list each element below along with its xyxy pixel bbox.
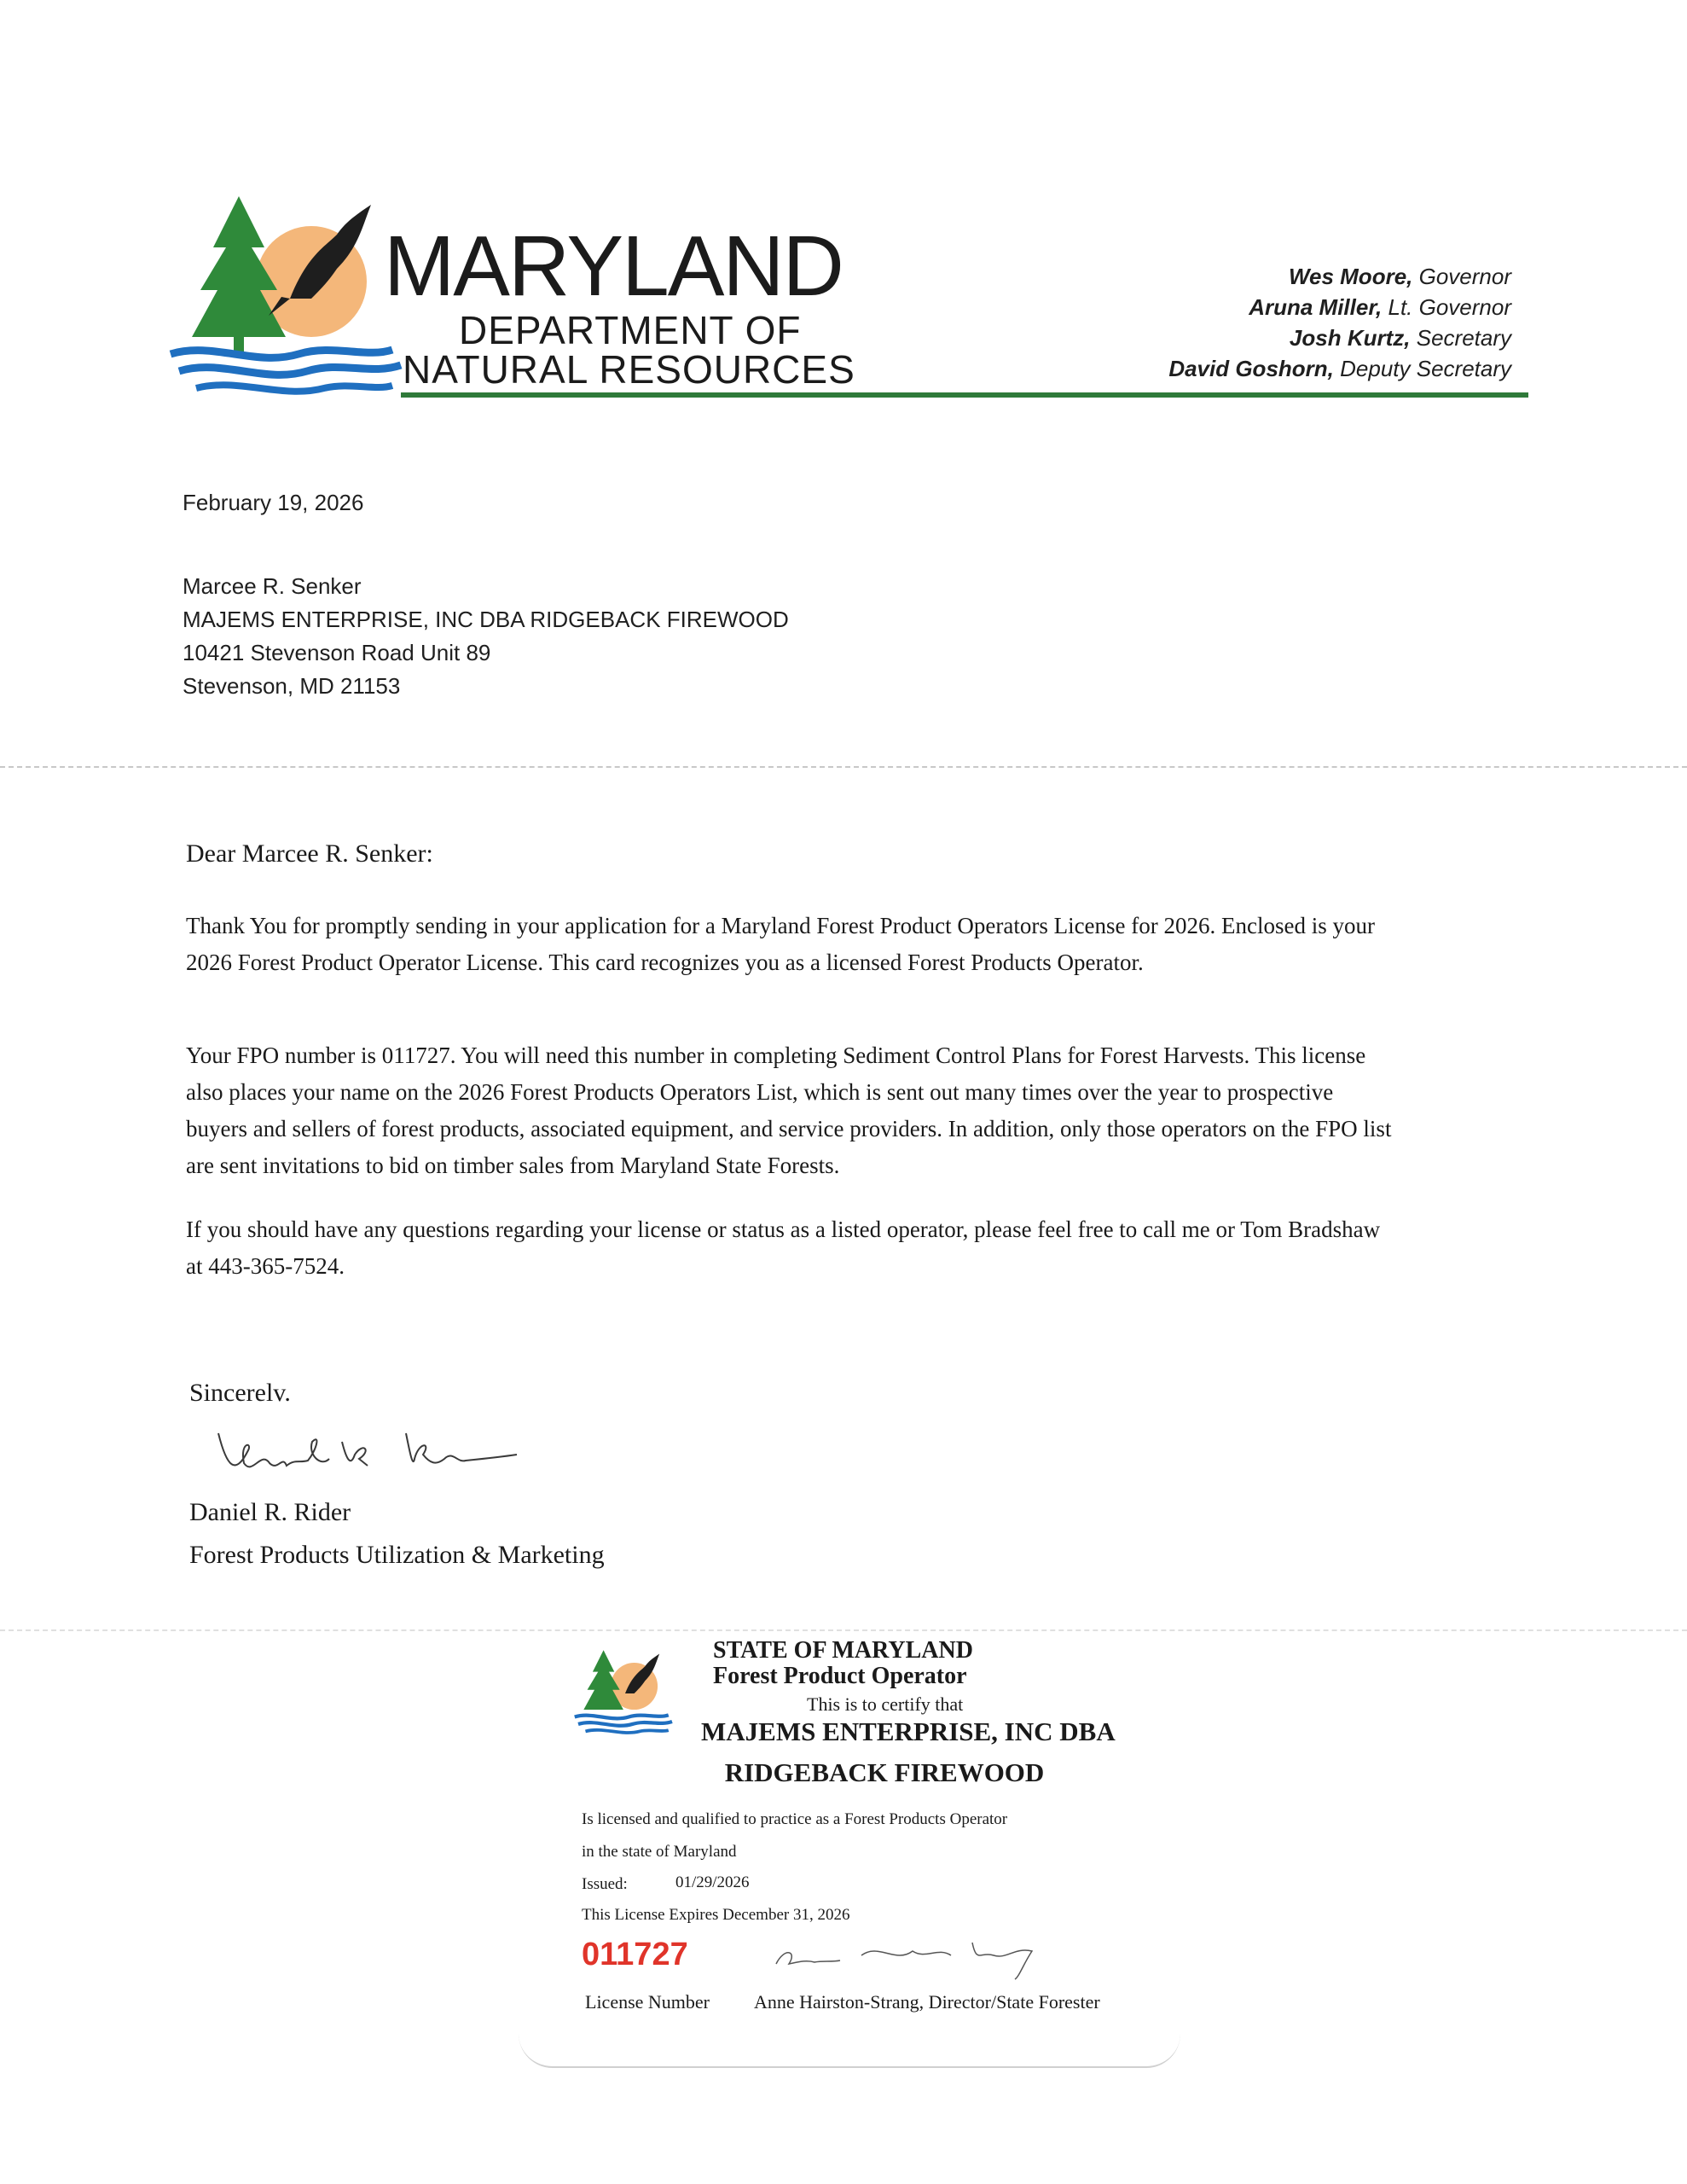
card-type: Forest Product Operator (713, 1663, 967, 1689)
official-row: Aruna Miller, Lt. Governor (1249, 294, 1511, 320)
card-issued-label: Issued: (582, 1875, 628, 1893)
paragraph-3: If you should have any questions regarding your license or status as a listed operator, please feel free to call me or Tom Bradshaw at 443-365-7524. (186, 1217, 1381, 1279)
address-line: MAJEMS ENTERPRISE, INC DBA RIDGEBACK FIREWOOD (183, 607, 789, 632)
card-licensee-line2: RIDGEBACK FIREWOOD (724, 1757, 1045, 1787)
letterhead-dept-line1: DEPARTMENT OF (459, 308, 802, 352)
letterhead-rule (401, 392, 1528, 398)
official-row: David Goshorn, Deputy Secretary (1168, 356, 1511, 381)
card-line2: in the state of Maryland (582, 1843, 737, 1861)
license-number: 011727 (582, 1937, 688, 1972)
officials-list (1168, 261, 1511, 384)
director-name: Anne Hairston-Strang, Director/State Forester (754, 1991, 1100, 2013)
card-issued-date: 01/29/2026 (675, 1873, 750, 1891)
paragraph-1: Thank You for promptly sending in your application for a Maryland Forest Product Operators License for 2026. Enclosed is your 2026 Forest Product Operator License. This card recognizes you as a licensed Forest Products Operator. (186, 913, 1375, 975)
letter-date: February 19, 2026 (183, 490, 364, 515)
signature-image (201, 1416, 525, 1484)
address-line: 10421 Stevenson Road Unit 89 (183, 640, 491, 665)
dnr-logo-small (570, 1647, 681, 1740)
license-number-label: License Number (585, 1991, 710, 2013)
letterhead-title: MARYLAND (384, 218, 843, 314)
letterhead-dept-line2: NATURAL RESOURCES (403, 347, 855, 392)
paragraph-2: Your FPO number is 011727. You will need this number in completing Sediment Control Plans for Forest Harvests. This license also places your name on the 2026 Forest Products Operators List, which is sent out many times over the year to prospective buyers and sellers of forest products, associated equipment, and service providers. In addition, only those operators on the FPO list are sent invitations to bid on timber sales from Maryland State Forests. (186, 1043, 1392, 1178)
card-certify: This is to certify that (807, 1693, 964, 1715)
official-row: Wes Moore, Governor (1288, 264, 1511, 289)
closing: Sincerelv. (189, 1379, 291, 1407)
address-line: Marcee R. Senker (183, 573, 362, 599)
fold-line (0, 766, 1687, 768)
address-line: Stevenson, MD 21153 (183, 673, 401, 699)
card-licensee-line1: MAJEMS ENTERPRISE, INC DBA (701, 1716, 1116, 1746)
director-signature-image (768, 1930, 1058, 1981)
card-state: STATE OF MARYLAND (713, 1637, 973, 1664)
signer-title: Forest Products Utilization & Marketing (189, 1541, 605, 1569)
card-expires: This License Expires December 31, 2026 (582, 1906, 850, 1924)
recipient-address (183, 570, 789, 703)
official-row: Josh Kurtz, Secretary (1289, 325, 1511, 351)
dnr-logo (162, 188, 418, 410)
signer-block (189, 1491, 605, 1577)
card-line1: Is licensed and qualified to practice as a Forest Products Operator (582, 1810, 1008, 1828)
salutation: Dear Marcee R. Senker: (186, 839, 433, 868)
signer-name: Daniel R. Rider (189, 1498, 351, 1526)
